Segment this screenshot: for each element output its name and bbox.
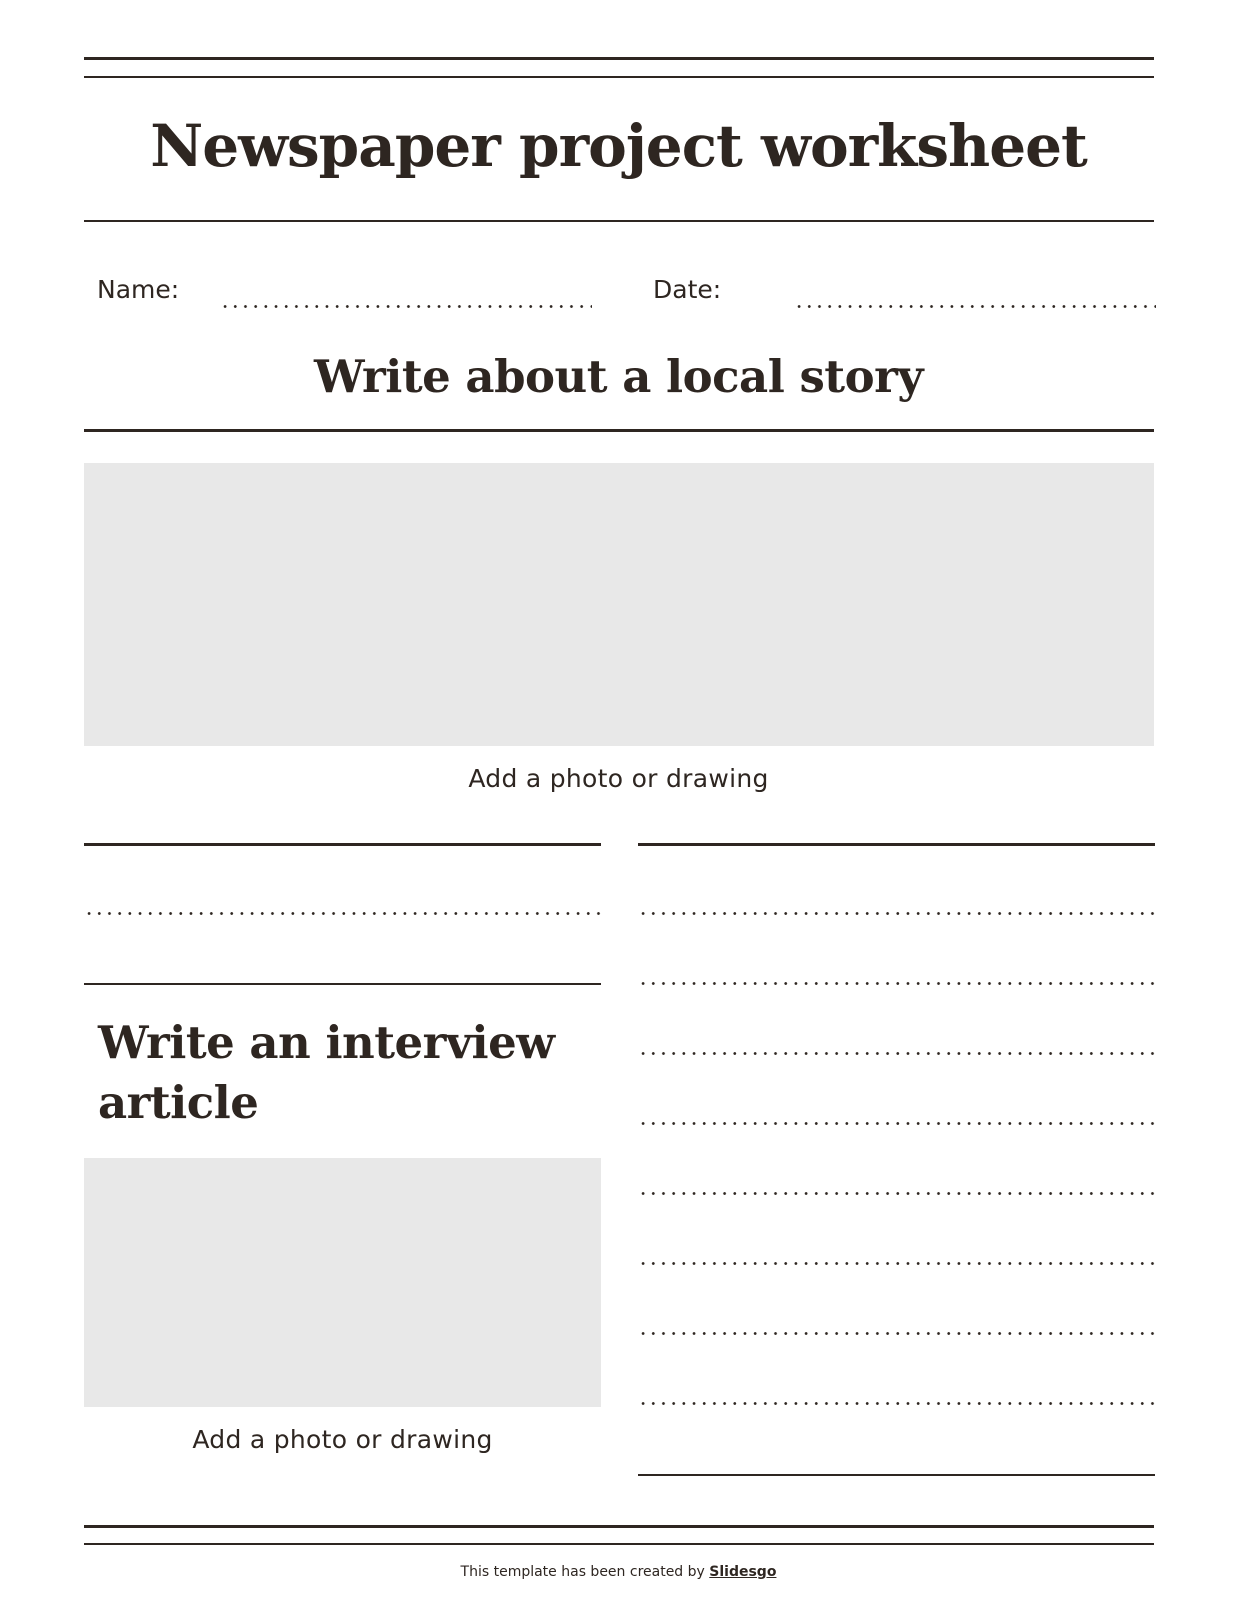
left-column-divider [84,983,601,985]
title-underline [84,220,1154,222]
interview-photo-caption: Add a photo or drawing [192,1425,493,1454]
date-field[interactable] [794,305,1156,308]
footer-credit-prefix: This template has been created by [460,1564,710,1580]
right-writing-line[interactable] [638,982,1155,985]
bottom-rule-thin [84,1543,1154,1545]
right-writing-line[interactable] [638,1332,1155,1335]
right-writing-line[interactable] [638,1052,1155,1055]
top-rule-thin [84,76,1154,78]
interview-heading-line-1: Write an interview [98,1016,555,1069]
left-writing-line[interactable] [84,912,601,915]
right-writing-line[interactable] [638,1192,1155,1195]
name-label: Name: [97,275,180,304]
local-story-photo-area[interactable] [84,463,1154,746]
right-column-bottom-rule [638,1474,1155,1476]
local-story-heading: Write about a local story [314,350,923,403]
bottom-rule-thick [84,1525,1154,1528]
name-field[interactable] [220,305,592,308]
right-writing-line[interactable] [638,1402,1155,1405]
right-writing-line[interactable] [638,912,1155,915]
local-story-photo-caption: Add a photo or drawing [468,764,769,793]
date-label: Date: [653,275,722,304]
page-title: Newspaper project worksheet [150,112,1087,180]
right-column-top-rule [638,843,1155,846]
right-writing-line[interactable] [638,1122,1155,1125]
top-rule-thick [84,57,1154,60]
interview-heading-line-2: article [98,1076,259,1129]
interview-photo-area[interactable] [84,1158,601,1407]
footer-brand-link[interactable]: Slidesgo [709,1564,777,1580]
local-story-rule [84,429,1154,432]
footer-credit [0,1564,1237,1580]
right-writing-line[interactable] [638,1262,1155,1265]
left-column-top-rule [84,843,601,846]
